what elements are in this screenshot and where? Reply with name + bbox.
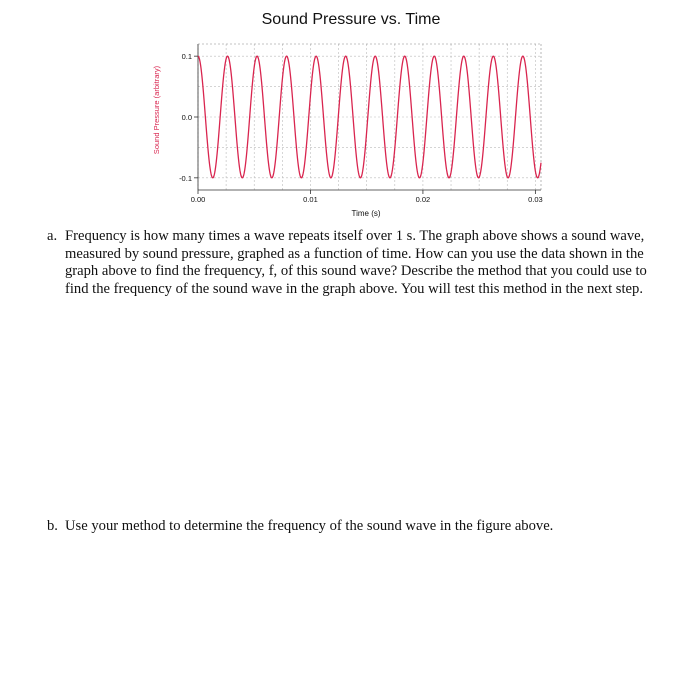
x-tick-label: 0.03 [528, 195, 543, 204]
x-axis-label: Time (s) [351, 209, 381, 218]
y-tick-label: 0.0 [181, 113, 192, 122]
y-tick-label: -0.1 [179, 173, 192, 183]
x-tick-label: 0.02 [415, 195, 431, 204]
sound-pressure-chart [0, 0, 700, 225]
sound-wave-line [198, 56, 541, 178]
question-b-letter: b. [47, 518, 58, 534]
x-tick-label: 0.01 [303, 195, 318, 204]
chart-ticks [179, 52, 543, 204]
question-a-text: Frequency is how many times a wave repeats itself over 1 s. The graph above shows a sound wave, measured by sound pressure, graphed as a function of time. How can you use the data shown in the graph above to find the frequency, f, of this sound wave? Describe the method that you could use to find the frequency of the sound wave in the graph above. You will test this method in the next step. [65, 228, 647, 297]
question-b-text: Use your method to determine the frequency of the sound wave in the figure above. [65, 518, 554, 534]
x-tick-label: 0.00 [190, 195, 206, 204]
chart-svg [0, 0, 700, 225]
y-tick-label: 0.1 [181, 52, 192, 62]
y-axis-label: Sound Pressure (arbitrary) [152, 65, 161, 155]
chart-title: Sound Pressure vs. Time [261, 11, 441, 28]
question-a-letter: a. [47, 228, 58, 244]
